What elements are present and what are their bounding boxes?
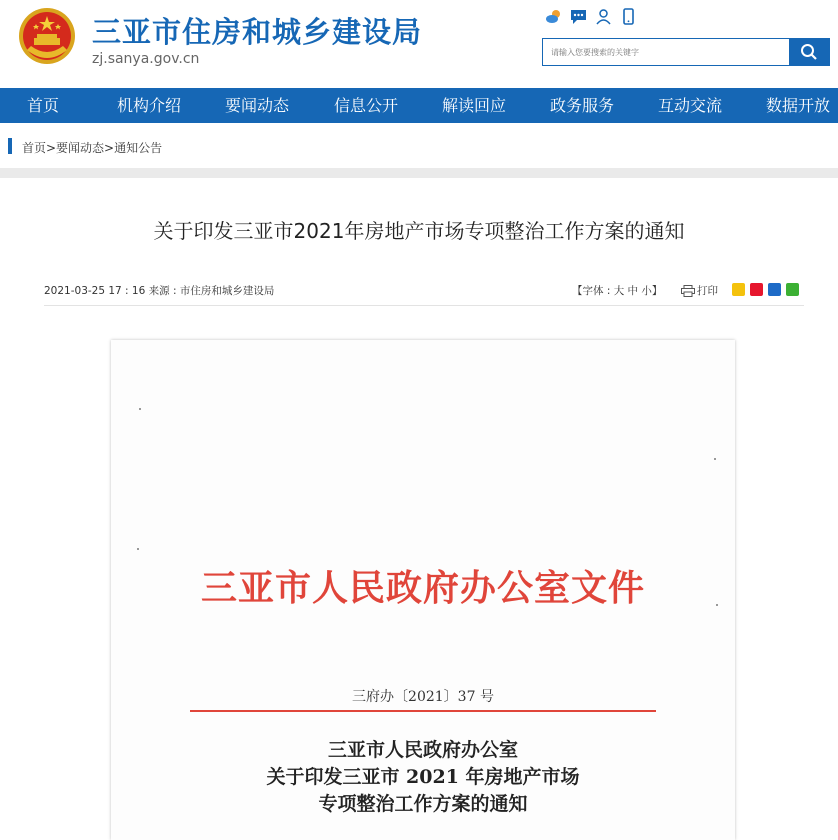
search-box [542,38,830,66]
document-header: 三亚市人民政府办公室文件 [200,567,645,609]
search-input[interactable] [543,39,789,65]
print-button[interactable] [681,283,718,298]
scan-speck [139,408,141,410]
nav-item-interpretation[interactable]: 解读回应 [442,96,507,115]
font-size-control[interactable]: 【字体 : 大 中 小】 [572,285,663,297]
user-icon[interactable] [595,8,612,25]
main-nav [0,88,838,123]
document-number: 三府办〔2021〕37 号 [352,689,494,705]
nav-item-news[interactable]: 要闻动态 [225,96,290,115]
breadcrumb[interactable]: 首页>要闻动态>通知公告 [22,141,163,155]
message-icon[interactable] [570,8,587,25]
nav-item-open-data[interactable]: 数据开放 [766,96,831,115]
nav-item-interaction[interactable]: 互动交流 [658,96,723,115]
qzone-icon[interactable] [732,283,745,296]
national-emblem-icon[interactable] [17,6,77,66]
search-icon [800,43,818,61]
search-button[interactable] [789,39,829,65]
renren-icon[interactable] [768,283,781,296]
site-title[interactable]: 三亚市住房和城乡建设局 [92,15,423,49]
scan-speck [137,548,139,550]
print-icon [681,285,695,297]
top-icon-bar [545,8,637,28]
mobile-icon[interactable] [620,8,637,25]
document-title-line2: 关于印发三亚市 2021 年房地产市场 [266,766,580,788]
article-title: 关于印发三亚市2021年房地产市场专项整治工作方案的通知 [153,219,685,243]
article-meta: 2021-03-25 17 : 16 来源 : 市住房和城乡建设局 [44,285,275,297]
weather-icon[interactable] [545,8,562,25]
document-red-line [190,710,656,712]
site-header [0,0,838,88]
nav-item-services[interactable]: 政务服务 [550,96,615,115]
document-title-line3: 专项整治工作方案的通知 [318,793,528,815]
meta-divider [44,305,804,306]
nav-item-disclosure[interactable]: 信息公开 [334,96,399,115]
nav-item-about[interactable]: 机构介绍 [117,96,182,115]
wechat-icon[interactable] [786,283,799,296]
print-label: 打印 [697,285,718,297]
document-title-line1: 三亚市人民政府办公室 [327,739,518,761]
section-divider [0,168,838,178]
nav-item-home[interactable]: 首页 [27,96,60,115]
scan-speck [714,458,716,460]
weibo-icon[interactable] [750,283,763,296]
breadcrumb-marker [8,138,12,154]
site-domain: zj.sanya.gov.cn [92,51,200,67]
share-bar [732,283,799,296]
